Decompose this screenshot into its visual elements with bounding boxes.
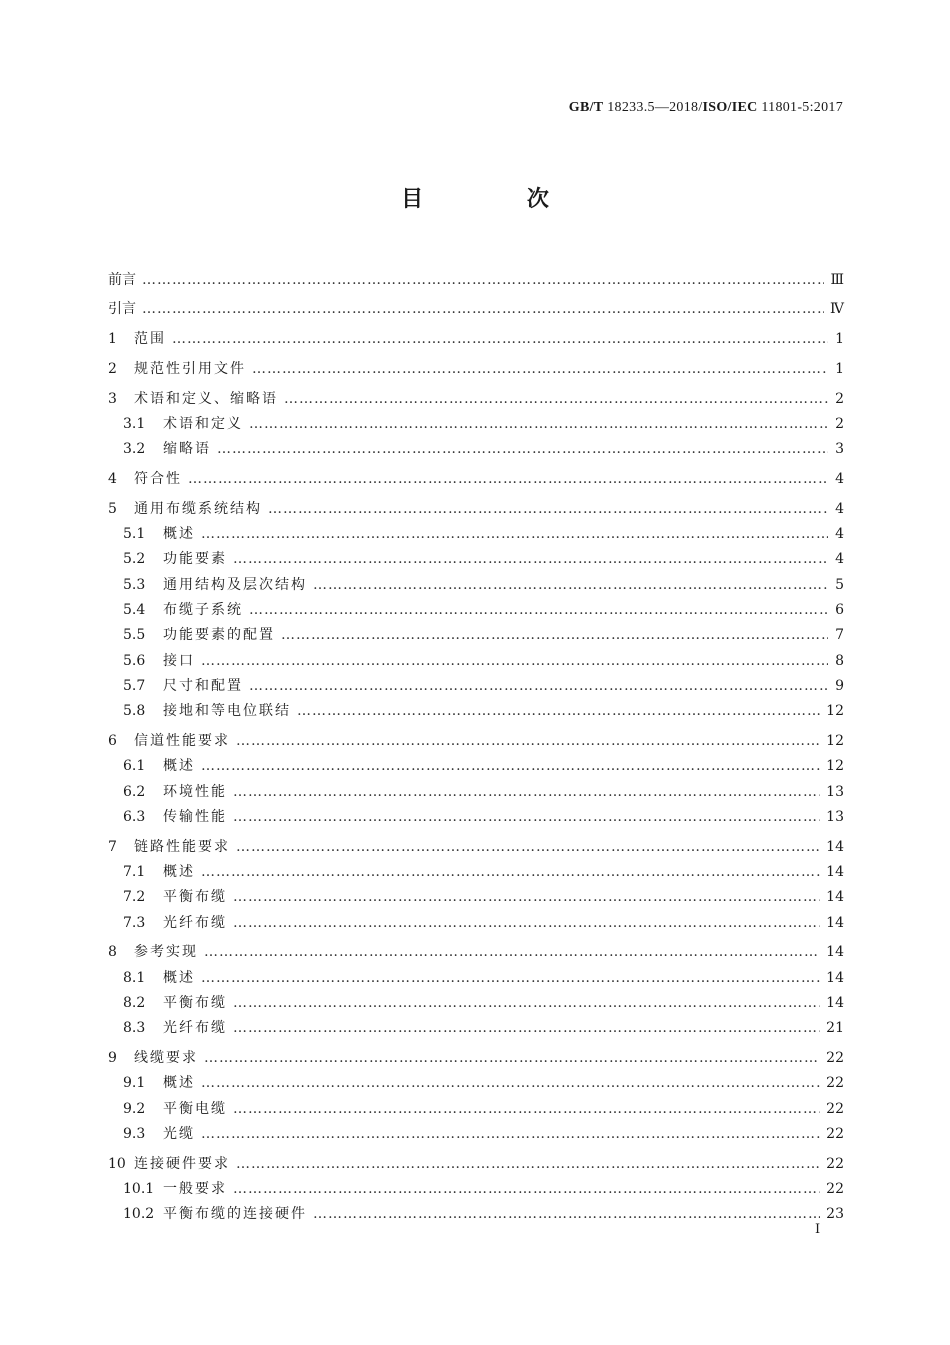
toc-entry-number: 2 — [108, 360, 117, 377]
toc-entry — [108, 911, 844, 936]
toc-entry-number: 6.3 — [123, 808, 146, 825]
toc-entry-label: 概述 — [163, 758, 195, 775]
toc-entry-page: 14 — [826, 944, 844, 961]
toc-entry-label: 平衡电缆 — [163, 1100, 227, 1117]
toc-entry-number: 6.1 — [123, 758, 146, 775]
toc-entry-page: 4 — [835, 526, 844, 543]
toc-entry-label: 接口 — [163, 652, 195, 669]
toc-entry-label: 链路性能要求 — [134, 838, 230, 855]
toc-entry — [108, 598, 844, 623]
toc-leader-dots — [233, 1097, 820, 1122]
toc-leader-dots — [233, 1016, 820, 1041]
toc-entry-page: 4 — [835, 500, 844, 517]
toc-entry-label: 平衡布缆的连接硬件 — [163, 1206, 307, 1223]
toc-entry-number: 5 — [108, 500, 117, 517]
toc-entry-number: 前言 — [108, 271, 136, 288]
toc-entry-label: 参考实现 — [134, 944, 198, 961]
toc-entry-number: 4 — [108, 471, 117, 488]
toc-entry-label: 一般要求 — [163, 1181, 227, 1198]
toc-entry-label: 规范性引用文件 — [134, 360, 246, 377]
toc-entry-number: 10.2 — [123, 1206, 155, 1223]
toc-entry-number: 3 — [108, 390, 117, 407]
toc-entry — [108, 754, 844, 779]
toc-entry-number: 9 — [108, 1050, 117, 1067]
toc-entry — [108, 573, 844, 598]
toc-entry-label: 光缆 — [163, 1126, 195, 1142]
toc-entry-label: 线缆要求 — [134, 1050, 198, 1067]
toc-entry — [108, 263, 844, 293]
toc-entry-page: 13 — [826, 783, 844, 800]
toc-entry-number: 5.6 — [123, 652, 146, 669]
toc-entry-number: 10 — [108, 1155, 126, 1172]
toc-entry-label: 光纤布缆 — [163, 1020, 227, 1037]
toc-entry-number: 引言 — [108, 301, 136, 318]
toc-entry — [108, 382, 844, 412]
toc-entry — [108, 1202, 844, 1227]
iso-number: 11801-5:2017 — [761, 100, 843, 115]
toc-entry-number: 5.7 — [123, 677, 146, 694]
toc-entry-label: 尺寸和配置 — [163, 677, 243, 694]
toc-entry-number: 5.4 — [123, 602, 146, 619]
toc-entry-label: 连接硬件要求 — [134, 1155, 230, 1172]
toc-leader-dots — [249, 674, 828, 699]
toc-entry-page: 14 — [826, 864, 844, 881]
toc-entry-page: 13 — [826, 808, 844, 825]
toc-entry-number: 6 — [108, 733, 117, 750]
toc-entry — [108, 725, 844, 755]
toc-entry-label: 布缆子系统 — [163, 602, 243, 619]
toc-entry-label: 传输性能 — [163, 808, 227, 825]
toc-entry-page: 2 — [835, 390, 844, 407]
toc-entry — [108, 830, 844, 860]
toc-entry — [108, 547, 844, 572]
table-of-contents — [108, 263, 844, 1228]
toc-entry-page: 3 — [835, 441, 844, 458]
toc-entry — [108, 463, 844, 493]
toc-entry — [108, 1071, 844, 1096]
toc-leader-dots — [201, 860, 820, 885]
toc-leader-dots — [249, 598, 828, 623]
toc-entry-page: 22 — [826, 1050, 844, 1067]
toc-leader-dots — [201, 1071, 820, 1096]
toc-entry — [108, 699, 844, 724]
toc-leader-dots — [233, 805, 820, 830]
toc-leader-dots — [233, 885, 820, 910]
toc-leader-dots — [201, 966, 820, 991]
toc-entry-page: 5 — [835, 576, 844, 593]
page-number: I — [815, 1222, 821, 1237]
toc-entry-page: 22 — [826, 1100, 844, 1117]
toc-entry-number: 9.1 — [123, 1075, 146, 1092]
toc-entry — [108, 805, 844, 830]
toc-entry-label: 功能要素 — [163, 551, 227, 568]
toc-entry-page: 22 — [826, 1155, 844, 1172]
toc-entry-page: Ⅳ — [830, 301, 844, 318]
toc-entry-number: 5.2 — [123, 551, 146, 568]
toc-entry-page: 4 — [835, 471, 844, 488]
toc-entry-page: 23 — [826, 1206, 844, 1223]
toc-entry-number: 1 — [108, 331, 117, 348]
toc-leader-dots — [284, 387, 828, 412]
toc-leader-dots — [313, 573, 828, 598]
toc-entry — [108, 936, 844, 966]
toc-entry — [108, 674, 844, 699]
toc-leader-dots — [233, 911, 820, 936]
toc-entry — [108, 1177, 844, 1202]
toc-entry-label: 概述 — [163, 1075, 195, 1092]
toc-entry-label: 范围 — [134, 331, 166, 348]
toc-entry-number: 9.2 — [123, 1100, 146, 1117]
toc-leader-dots — [172, 327, 828, 352]
toc-entry-number: 10.1 — [123, 1181, 155, 1198]
toc-entry — [108, 649, 844, 674]
toc-leader-dots — [217, 437, 828, 462]
toc-entry — [108, 1016, 844, 1041]
toc-leader-dots — [297, 699, 820, 724]
toc-entry-number: 5.8 — [123, 703, 146, 720]
toc-entry-page: 12 — [826, 733, 844, 750]
standard-number: 18233.5—2018/ — [607, 100, 703, 115]
toc-leader-dots — [188, 467, 828, 492]
toc-entry-label: 环境性能 — [163, 783, 227, 800]
toc-entry-label: 符合性 — [134, 471, 182, 488]
toc-entry-page: 14 — [826, 914, 844, 931]
toc-entry-number: 8.3 — [123, 1020, 146, 1037]
toc-entry-page: 22 — [826, 1075, 844, 1092]
toc-entry-number: 3.1 — [123, 415, 146, 432]
toc-entry-page: 2 — [835, 415, 844, 432]
toc-leader-dots — [313, 1202, 820, 1227]
standard-number-header — [569, 100, 843, 116]
toc-entry-page: 12 — [826, 758, 844, 775]
toc-entry-page: 6 — [835, 602, 844, 619]
toc-entry-number: 5.1 — [123, 526, 146, 543]
page-title: 目 次 — [401, 187, 597, 212]
toc-entry-number: 7.1 — [123, 864, 146, 881]
toc-entry-page: 9 — [835, 677, 844, 694]
toc-entry-page: 22 — [826, 1126, 844, 1142]
toc-entry-label: 平衡布缆 — [163, 995, 227, 1012]
toc-leader-dots — [249, 412, 828, 437]
standard-prefix: GB/T — [568, 100, 604, 115]
toc-entry-label: 信道性能要求 — [134, 733, 230, 750]
toc-entry-label: 概述 — [163, 864, 195, 881]
toc-entry-page: 1 — [835, 331, 844, 348]
toc-entry — [108, 780, 844, 805]
toc-leader-dots — [201, 522, 828, 547]
toc-entry-number: 9.3 — [123, 1126, 146, 1142]
toc-leader-dots — [252, 357, 828, 382]
toc-entry-number: 5.5 — [123, 627, 146, 644]
toc-entry-number: 5.3 — [123, 576, 146, 593]
toc-entry-label: 术语和定义、缩略语 — [134, 390, 278, 407]
toc-leader-dots — [142, 268, 824, 293]
toc-leader-dots — [204, 940, 820, 965]
toc-entry-page: 22 — [826, 1181, 844, 1198]
toc-leader-dots — [236, 835, 820, 860]
toc-entry — [108, 323, 844, 353]
toc-entry-number: 7.3 — [123, 914, 146, 931]
toc-entry — [108, 860, 844, 885]
toc-entry — [108, 492, 844, 522]
toc-entry-label: 平衡布缆 — [163, 889, 227, 906]
toc-leader-dots — [236, 729, 820, 754]
toc-entry-page: Ⅲ — [830, 271, 844, 288]
toc-entry-number: 8.2 — [123, 995, 146, 1012]
toc-entry-label: 接地和等电位联结 — [163, 703, 291, 720]
toc-entry-number: 8.1 — [123, 969, 146, 986]
toc-entry — [108, 522, 844, 547]
toc-entry-number: 8 — [108, 944, 117, 961]
toc-leader-dots — [233, 547, 828, 572]
toc-entry — [108, 352, 844, 382]
toc-leader-dots — [281, 623, 828, 648]
toc-leader-dots — [268, 497, 828, 522]
toc-entry-page: 12 — [826, 703, 844, 720]
toc-entry-page: 7 — [835, 627, 844, 644]
toc-leader-dots — [142, 297, 824, 322]
toc-leader-dots — [236, 1152, 820, 1177]
toc-leader-dots — [233, 780, 820, 805]
toc-entry-page: 21 — [826, 1020, 844, 1037]
toc-entry-label: 概述 — [163, 526, 195, 543]
toc-entry-number: 7 — [108, 838, 117, 855]
toc-entry-label: 通用布缆系统结构 — [134, 500, 262, 517]
iso-prefix: ISO/IEC — [702, 100, 758, 115]
toc-entry-label: 光纤布缆 — [163, 914, 227, 931]
toc-entry-page: 8 — [835, 652, 844, 669]
toc-entry — [108, 1042, 844, 1072]
toc-entry — [108, 1147, 844, 1177]
toc-entry-page: 1 — [835, 360, 844, 377]
toc-entry — [108, 1122, 844, 1147]
toc-entry — [108, 437, 844, 462]
toc-entry — [108, 412, 844, 437]
toc-entry — [108, 991, 844, 1016]
toc-leader-dots — [233, 1177, 820, 1202]
toc-entry-label: 术语和定义 — [163, 415, 243, 432]
toc-entry — [108, 885, 844, 910]
toc-leader-dots — [201, 1122, 820, 1147]
toc-entry-label: 缩略语 — [163, 441, 211, 458]
toc-entry-page: 4 — [835, 551, 844, 568]
toc-entry — [108, 293, 844, 323]
toc-entry-number: 3.2 — [123, 441, 146, 458]
toc-leader-dots — [201, 649, 828, 674]
toc-leader-dots — [204, 1046, 820, 1071]
toc-leader-dots — [201, 754, 820, 779]
toc-entry-number: 6.2 — [123, 783, 146, 800]
toc-entry-label: 通用结构及层次结构 — [163, 576, 307, 593]
toc-entry-page: 14 — [826, 969, 844, 986]
toc-entry-label: 功能要素的配置 — [163, 627, 275, 644]
toc-entry-page: 14 — [826, 889, 844, 906]
toc-entry-page: 14 — [826, 995, 844, 1012]
toc-entry — [108, 1097, 844, 1122]
toc-entry-page: 14 — [826, 838, 844, 855]
toc-leader-dots — [233, 991, 820, 1016]
toc-entry — [108, 623, 844, 648]
toc-entry-label: 概述 — [163, 969, 195, 986]
toc-entry-number: 7.2 — [123, 889, 146, 906]
toc-entry — [108, 966, 844, 991]
